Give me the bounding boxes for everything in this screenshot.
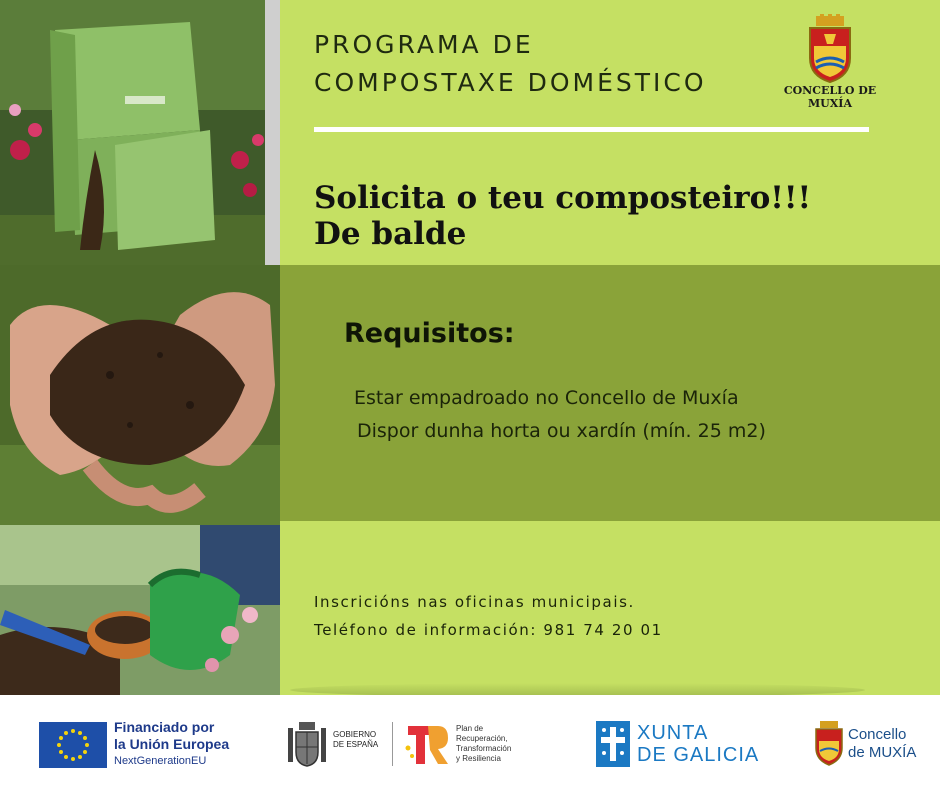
crest-label: CONCELLO DE MUXÍA bbox=[783, 84, 877, 110]
requirement-item: Estar empadroado no Concello de Muxía bbox=[354, 387, 739, 409]
xunta-label: XUNTA DE GALICIA bbox=[637, 722, 760, 766]
headline bbox=[314, 180, 874, 252]
program-title-line1: PROGRAMA DE bbox=[314, 30, 534, 59]
photo-column bbox=[0, 0, 280, 695]
contact-info bbox=[314, 588, 663, 644]
program-title-line2: COMPOSTAXE DOMÉSTICO bbox=[314, 68, 707, 97]
eu-nextgen: NextGenerationEU bbox=[114, 755, 207, 767]
contact-line-1: Inscricións nas oficinas municipais. bbox=[314, 593, 635, 611]
spain-crest-icon bbox=[284, 720, 330, 768]
composter-photo bbox=[0, 0, 280, 265]
contact-line-2: Teléfono de información: 981 74 20 01 bbox=[314, 621, 663, 639]
spain-government-label: GOBIERNO DE ESPAÑA bbox=[333, 730, 379, 749]
program-title bbox=[314, 26, 784, 102]
soil-hands-photo bbox=[0, 265, 280, 525]
eu-flag-icon bbox=[39, 722, 107, 768]
requirement-item: Dispor dunha horta ou xardín (mín. 25 m2) bbox=[357, 420, 766, 442]
headline-line2: De balde bbox=[314, 216, 467, 252]
headline-line1: Solicita o teu composteiro!!! bbox=[314, 180, 812, 216]
prtr-label: Plan de Recuperación, Transformación y Resiliencia bbox=[456, 724, 512, 763]
xunta-cross-icon bbox=[596, 721, 630, 767]
muxia-crest-icon bbox=[806, 14, 854, 84]
muxia-label: Concello de MUXÍA bbox=[848, 726, 917, 761]
eu-funded-line2: la Unión Europea bbox=[114, 736, 230, 752]
prtr-logo-icon bbox=[404, 722, 450, 766]
requirements-list bbox=[354, 382, 766, 448]
footer-separator bbox=[392, 722, 393, 766]
requirements-title: Requisitos: bbox=[344, 318, 515, 349]
muxia-footer-crest-icon bbox=[814, 720, 844, 766]
header-divider bbox=[314, 127, 869, 132]
eu-funded-line1: Financiado por bbox=[114, 719, 215, 735]
gardening-photo bbox=[0, 525, 280, 695]
